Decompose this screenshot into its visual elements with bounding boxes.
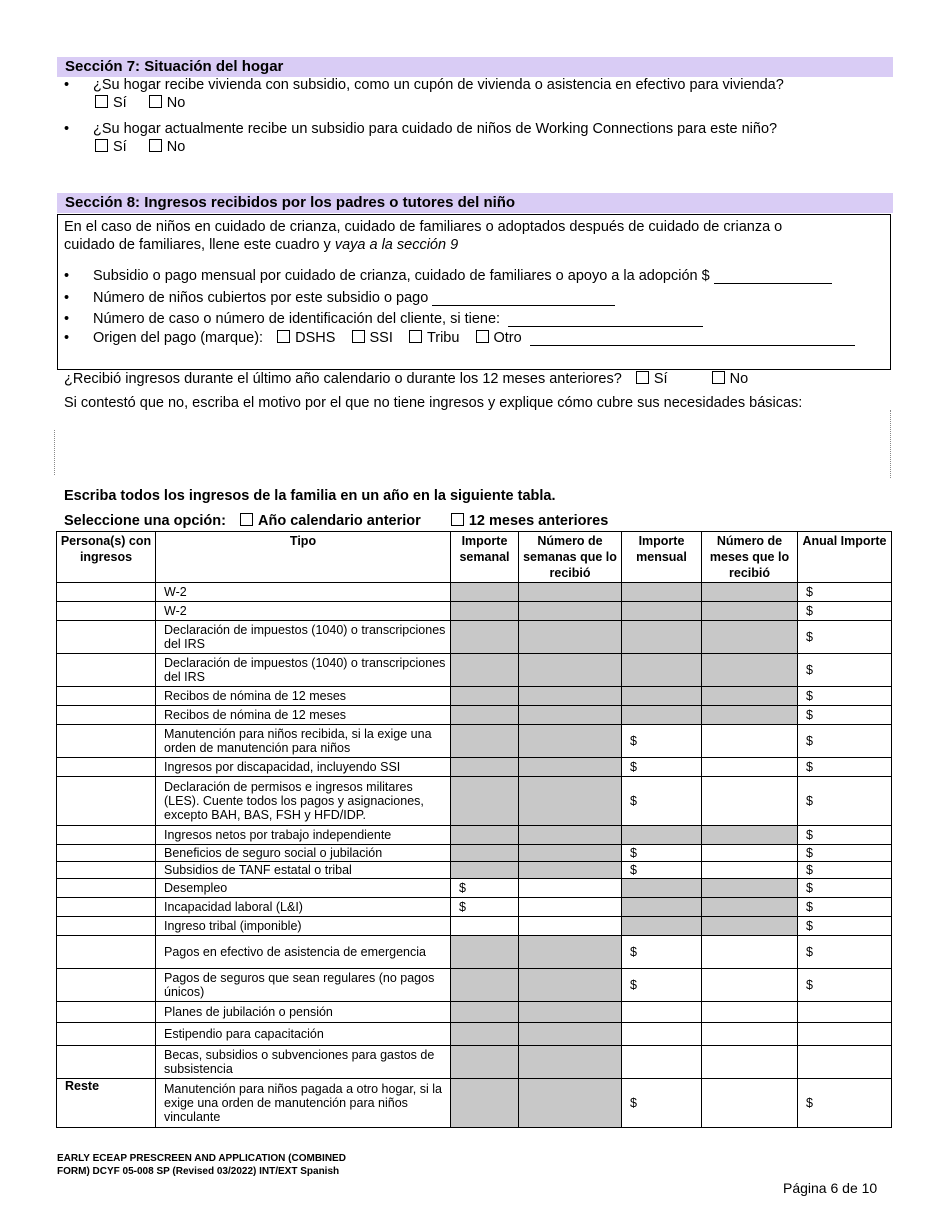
weekly-amount-cell bbox=[451, 969, 519, 1002]
header-weekly-amount: Importe semanal bbox=[451, 532, 519, 583]
weekly-amount-cell bbox=[451, 687, 519, 706]
weekly-amount-cell bbox=[451, 1046, 519, 1079]
income-type-cell: Planes de jubilación o pensión bbox=[156, 1002, 451, 1023]
months-received-cell bbox=[702, 898, 798, 917]
children-covered-label: Número de niños cubiertos por este subsidio o pago bbox=[93, 290, 429, 306]
income-person-cell[interactable] bbox=[57, 687, 156, 706]
no-label: No bbox=[729, 371, 749, 387]
annual-amount-cell[interactable]: $ bbox=[798, 583, 892, 602]
months-received-cell[interactable] bbox=[702, 758, 798, 777]
table-header-row bbox=[57, 532, 892, 583]
children-covered-row bbox=[93, 290, 615, 306]
weeks-received-cell bbox=[519, 583, 622, 602]
header-persons: Persona(s) con ingresos bbox=[57, 532, 156, 583]
ssi-checkbox[interactable] bbox=[352, 330, 365, 343]
annual-amount-cell[interactable] bbox=[798, 1046, 892, 1079]
monthly-amount-cell bbox=[622, 706, 702, 725]
weeks-received-cell bbox=[519, 1023, 622, 1046]
foster-payment-label: Subsidio o pago mensual por cuidado de crianza, cuidado de familiares o apoyo a la adopción $ bbox=[93, 268, 710, 284]
case-number-row bbox=[93, 311, 703, 327]
income-type-cell: Becas, subsidios o subvenciones para gastos de subsistencia bbox=[156, 1046, 451, 1079]
table-row bbox=[57, 725, 892, 758]
annual-amount-cell[interactable]: $ bbox=[798, 1079, 892, 1128]
months-received-cell[interactable] bbox=[702, 862, 798, 879]
bullet-dot: • bbox=[64, 311, 70, 327]
page-number: Página 6 de 10 bbox=[783, 1180, 878, 1196]
weekly-amount-cell bbox=[451, 1023, 519, 1046]
weeks-received-cell bbox=[519, 602, 622, 621]
annual-amount-cell[interactable]: $ bbox=[798, 621, 892, 654]
monthly-amount-cell[interactable] bbox=[622, 1023, 702, 1046]
income-person-cell[interactable] bbox=[57, 845, 156, 862]
header-weeks-received: Número de semanas que lo recibió bbox=[519, 532, 622, 583]
table-intro: Escriba todos los ingresos de la familia en un año en la siguiente tabla. bbox=[64, 488, 556, 504]
annual-amount-cell[interactable]: $ bbox=[798, 879, 892, 898]
income-person-cell[interactable] bbox=[57, 898, 156, 917]
income-person-cell[interactable] bbox=[57, 777, 156, 826]
otro-checkbox[interactable] bbox=[476, 330, 489, 343]
income-type-cell: Beneficios de seguro social o jubilación bbox=[156, 845, 451, 862]
no-income-answer-area[interactable] bbox=[60, 412, 886, 476]
foster-intro-italic: vaya a la sección 9 bbox=[334, 237, 459, 253]
table-row bbox=[57, 936, 892, 969]
childcare-subsidy-options bbox=[95, 139, 185, 155]
income-person-cell[interactable] bbox=[57, 654, 156, 687]
tribu-checkbox[interactable] bbox=[409, 330, 422, 343]
monthly-amount-cell[interactable]: $ bbox=[622, 936, 702, 969]
header-monthly-amount: Importe mensual bbox=[622, 532, 702, 583]
monthly-amount-cell[interactable]: $ bbox=[622, 777, 702, 826]
income-type-cell: W-2 bbox=[156, 583, 451, 602]
months-received-cell bbox=[702, 706, 798, 725]
annual-amount-cell[interactable]: $ bbox=[798, 826, 892, 845]
weekly-amount-cell bbox=[451, 1002, 519, 1023]
weekly-amount-cell bbox=[451, 583, 519, 602]
income-type-cell: Estipendio para capacitación bbox=[156, 1023, 451, 1046]
childcare-no-checkbox[interactable] bbox=[149, 139, 162, 152]
answer-area-left-edge bbox=[54, 430, 55, 475]
income-person-cell[interactable] bbox=[57, 706, 156, 725]
no-income-instructions: Si contestó que no, escriba el motivo por el que no tiene ingresos y explique cómo cubre sus necesidades básicas: bbox=[64, 395, 803, 411]
months-received-cell bbox=[702, 879, 798, 898]
income-table bbox=[56, 531, 892, 1128]
annual-amount-cell[interactable]: $ bbox=[798, 969, 892, 1002]
weekly-amount-cell bbox=[451, 1079, 519, 1128]
annual-amount-cell[interactable]: $ bbox=[798, 654, 892, 687]
weeks-received-cell bbox=[519, 687, 622, 706]
weeks-received-cell bbox=[519, 936, 622, 969]
foster-payment-field[interactable] bbox=[714, 269, 832, 284]
weekly-amount-cell[interactable]: $ bbox=[451, 879, 519, 898]
table-row bbox=[57, 602, 892, 621]
weekly-amount-cell[interactable] bbox=[451, 917, 519, 936]
table-row bbox=[57, 898, 892, 917]
income-type-cell: Ingreso tribal (imponible) bbox=[156, 917, 451, 936]
months-received-cell bbox=[702, 826, 798, 845]
housing-subsidy-question: ¿Su hogar recibe vivienda con subsidio, como un cupón de vivienda o asistencia en efectivo para vivienda? bbox=[93, 77, 784, 93]
weeks-received-cell bbox=[519, 845, 622, 862]
months-received-cell[interactable] bbox=[702, 936, 798, 969]
calendar-year-checkbox[interactable] bbox=[240, 513, 253, 526]
table-row bbox=[57, 1079, 892, 1128]
table-row bbox=[57, 1023, 892, 1046]
period-select-row bbox=[64, 513, 608, 529]
bullet-dot: • bbox=[64, 77, 70, 93]
bullet-dot: • bbox=[64, 330, 70, 346]
income-type-cell: Subsidios de TANF estatal o tribal bbox=[156, 862, 451, 879]
income-person-cell[interactable] bbox=[57, 1046, 156, 1079]
ssi-label: SSI bbox=[369, 330, 393, 346]
monthly-amount-cell bbox=[622, 687, 702, 706]
table-row bbox=[57, 879, 892, 898]
annual-amount-cell[interactable]: $ bbox=[798, 898, 892, 917]
weeks-received-cell bbox=[519, 1002, 622, 1023]
income-type-cell: Ingresos netos por trabajo independiente bbox=[156, 826, 451, 845]
monthly-amount-cell[interactable] bbox=[622, 1046, 702, 1079]
table-row bbox=[57, 845, 892, 862]
housing-yes-checkbox[interactable] bbox=[95, 95, 108, 108]
table-row bbox=[57, 826, 892, 845]
table-row bbox=[57, 1002, 892, 1023]
foster-payment-row bbox=[93, 268, 832, 284]
weeks-received-cell[interactable] bbox=[519, 879, 622, 898]
income-person-cell[interactable] bbox=[57, 758, 156, 777]
table-row bbox=[57, 758, 892, 777]
monthly-amount-cell bbox=[622, 879, 702, 898]
months-received-cell[interactable] bbox=[702, 777, 798, 826]
income-person-cell[interactable] bbox=[57, 936, 156, 969]
twelve-months-checkbox[interactable] bbox=[451, 513, 464, 526]
monthly-amount-cell[interactable]: $ bbox=[622, 725, 702, 758]
foster-intro-text: cuidado de familiares, llene este cuadro y bbox=[64, 237, 335, 253]
table-row bbox=[57, 917, 892, 936]
months-received-cell[interactable] bbox=[702, 1002, 798, 1023]
table-row bbox=[57, 687, 892, 706]
weekly-amount-cell[interactable]: $ bbox=[451, 898, 519, 917]
yes-label: Sí bbox=[113, 95, 127, 111]
income-type-cell: Desempleo bbox=[156, 879, 451, 898]
income-no-checkbox[interactable] bbox=[712, 371, 725, 384]
monthly-amount-cell[interactable]: $ bbox=[622, 845, 702, 862]
income-type-cell: Incapacidad laboral (L&I) bbox=[156, 898, 451, 917]
monthly-amount-cell[interactable] bbox=[622, 1002, 702, 1023]
weekly-amount-cell bbox=[451, 936, 519, 969]
table-row bbox=[57, 583, 892, 602]
annual-amount-cell[interactable]: $ bbox=[798, 725, 892, 758]
income-person-cell[interactable] bbox=[57, 969, 156, 1002]
header-annual-amount: Anual Importe bbox=[798, 532, 892, 583]
income-yes-checkbox[interactable] bbox=[636, 371, 649, 384]
otro-label: Otro bbox=[493, 330, 522, 346]
section-7-header: Sección 7: Situación del hogar bbox=[57, 57, 893, 77]
months-received-cell[interactable] bbox=[702, 1046, 798, 1079]
monthly-amount-cell[interactable]: $ bbox=[622, 862, 702, 879]
income-person-cell[interactable] bbox=[57, 826, 156, 845]
income-type-cell: Recibos de nómina de 12 meses bbox=[156, 687, 451, 706]
annual-amount-cell[interactable]: $ bbox=[798, 777, 892, 826]
months-received-cell[interactable] bbox=[702, 969, 798, 1002]
no-label: No bbox=[166, 139, 186, 155]
period-select-label: Seleccione una opción: bbox=[64, 513, 226, 529]
income-person-cell[interactable] bbox=[57, 583, 156, 602]
income-person-cell[interactable] bbox=[57, 862, 156, 879]
housing-no-checkbox[interactable] bbox=[149, 95, 162, 108]
annual-amount-cell[interactable]: $ bbox=[798, 687, 892, 706]
section-8-header: Sección 8: Ingresos recibidos por los padres o tutores del niño bbox=[57, 193, 893, 213]
weekly-amount-cell bbox=[451, 654, 519, 687]
weekly-amount-cell bbox=[451, 862, 519, 879]
weeks-received-cell bbox=[519, 826, 622, 845]
calendar-year-label: Año calendario anterior bbox=[258, 513, 421, 529]
monthly-amount-cell[interactable]: $ bbox=[622, 758, 702, 777]
income-type-cell: Ingresos por discapacidad, incluyendo SSI bbox=[156, 758, 451, 777]
annual-amount-cell[interactable]: $ bbox=[798, 936, 892, 969]
income-person-cell[interactable] bbox=[57, 602, 156, 621]
monthly-amount-cell bbox=[622, 654, 702, 687]
monthly-amount-cell[interactable]: $ bbox=[622, 1079, 702, 1128]
income-person-cell[interactable] bbox=[57, 879, 156, 898]
case-number-field[interactable] bbox=[508, 312, 703, 327]
income-question-row bbox=[64, 371, 748, 387]
weekly-amount-cell bbox=[451, 725, 519, 758]
annual-amount-cell[interactable] bbox=[798, 1002, 892, 1023]
table-row bbox=[57, 1046, 892, 1079]
weeks-received-cell bbox=[519, 1046, 622, 1079]
weekly-amount-cell bbox=[451, 845, 519, 862]
monthly-amount-cell bbox=[622, 917, 702, 936]
table-row bbox=[57, 621, 892, 654]
months-received-cell[interactable] bbox=[702, 725, 798, 758]
housing-subsidy-options bbox=[95, 95, 185, 111]
income-type-cell: Declaración de impuestos (1040) o transcripciones del IRS bbox=[156, 654, 451, 687]
dshs-checkbox[interactable] bbox=[277, 330, 290, 343]
months-received-cell bbox=[702, 602, 798, 621]
foster-intro-line1: En el caso de niños en cuidado de crianza, cuidado de familiares o adoptados después de cuidado de crianza o bbox=[64, 219, 783, 235]
income-type-cell: Declaración de permisos e ingresos militares (LES). Cuente todos los pagos y asignaciones, excepto BAH, BAS, FSH y HFD/IDP. bbox=[156, 777, 451, 826]
form-footer-line2: FORM) DCYF 05-008 SP (Revised 03/2022) INT/EXT Spanish bbox=[57, 1166, 340, 1177]
monthly-amount-cell bbox=[622, 583, 702, 602]
weeks-received-cell bbox=[519, 725, 622, 758]
weeks-received-cell bbox=[519, 862, 622, 879]
months-received-cell[interactable] bbox=[702, 845, 798, 862]
income-type-cell: Recibos de nómina de 12 meses bbox=[156, 706, 451, 725]
otro-field[interactable] bbox=[530, 331, 855, 346]
income-person-cell[interactable] bbox=[57, 725, 156, 758]
months-received-cell bbox=[702, 583, 798, 602]
dshs-label: DSHS bbox=[295, 330, 336, 346]
annual-amount-cell[interactable]: $ bbox=[798, 758, 892, 777]
monthly-amount-cell bbox=[622, 826, 702, 845]
twelve-months-label: 12 meses anteriores bbox=[468, 513, 609, 529]
months-received-cell bbox=[702, 687, 798, 706]
weekly-amount-cell bbox=[451, 621, 519, 654]
months-received-cell[interactable] bbox=[702, 1023, 798, 1046]
weeks-received-cell bbox=[519, 621, 622, 654]
months-received-cell[interactable] bbox=[702, 1079, 798, 1128]
foster-intro-line2 bbox=[64, 237, 458, 253]
table-row bbox=[57, 777, 892, 826]
yes-label: Sí bbox=[113, 139, 127, 155]
children-covered-field[interactable] bbox=[432, 291, 615, 306]
payment-origin-label: Origen del pago (marque): bbox=[93, 330, 264, 346]
monthly-amount-cell[interactable]: $ bbox=[622, 969, 702, 1002]
bullet-dot: • bbox=[64, 290, 70, 306]
annual-amount-cell[interactable]: $ bbox=[798, 862, 892, 879]
income-person-cell[interactable] bbox=[57, 917, 156, 936]
income-type-cell: Declaración de impuestos (1040) o transcripciones del IRS bbox=[156, 621, 451, 654]
monthly-amount-cell bbox=[622, 898, 702, 917]
income-person-cell[interactable]: Reste bbox=[57, 1079, 156, 1128]
annual-amount-cell[interactable]: $ bbox=[798, 602, 892, 621]
weekly-amount-cell bbox=[451, 758, 519, 777]
weeks-received-cell bbox=[519, 758, 622, 777]
months-received-cell bbox=[702, 917, 798, 936]
table-row bbox=[57, 969, 892, 1002]
childcare-subsidy-question: ¿Su hogar actualmente recibe un subsidio para cuidado de niños de Working Connections para este niño? bbox=[93, 121, 778, 137]
no-label: No bbox=[166, 95, 186, 111]
weeks-received-cell[interactable] bbox=[519, 898, 622, 917]
payment-origin-row bbox=[93, 330, 855, 346]
bullet-dot: • bbox=[64, 121, 70, 137]
income-question: ¿Recibió ingresos durante el último año calendario o durante los 12 meses anteriores? bbox=[64, 371, 622, 387]
form-footer bbox=[57, 1152, 346, 1178]
tribu-label: Tribu bbox=[426, 330, 460, 346]
weeks-received-cell bbox=[519, 969, 622, 1002]
months-received-cell bbox=[702, 621, 798, 654]
header-months-received: Número de meses que lo recibió bbox=[702, 532, 798, 583]
weekly-amount-cell bbox=[451, 826, 519, 845]
income-type-cell: W-2 bbox=[156, 602, 451, 621]
income-type-cell: Manutención para niños pagada a otro hogar, si la exige una orden de manutención para niños vinculante bbox=[156, 1079, 451, 1128]
monthly-amount-cell bbox=[622, 602, 702, 621]
weeks-received-cell bbox=[519, 654, 622, 687]
weeks-received-cell bbox=[519, 1079, 622, 1128]
weekly-amount-cell bbox=[451, 602, 519, 621]
form-footer-line1: EARLY ECEAP PRESCREEN AND APPLICATION (COMBINED bbox=[57, 1153, 346, 1164]
income-person-cell[interactable] bbox=[57, 621, 156, 654]
weeks-received-cell bbox=[519, 706, 622, 725]
childcare-yes-checkbox[interactable] bbox=[95, 139, 108, 152]
monthly-amount-cell bbox=[622, 621, 702, 654]
annual-amount-cell[interactable]: $ bbox=[798, 917, 892, 936]
yes-label: Sí bbox=[653, 371, 668, 387]
header-type: Tipo bbox=[156, 532, 451, 583]
income-type-cell: Pagos de seguros que sean regulares (no pagos únicos) bbox=[156, 969, 451, 1002]
case-number-label: Número de caso o número de identificación del cliente, si tiene: bbox=[93, 311, 501, 327]
table-row bbox=[57, 706, 892, 725]
income-type-cell: Pagos en efectivo de asistencia de emergencia bbox=[156, 936, 451, 969]
income-person-cell[interactable] bbox=[57, 1002, 156, 1023]
weekly-amount-cell bbox=[451, 706, 519, 725]
table-row bbox=[57, 654, 892, 687]
weeks-received-cell[interactable] bbox=[519, 917, 622, 936]
weekly-amount-cell bbox=[451, 777, 519, 826]
answer-area-right-edge bbox=[890, 410, 891, 478]
months-received-cell bbox=[702, 654, 798, 687]
weeks-received-cell bbox=[519, 777, 622, 826]
annual-amount-cell[interactable]: $ bbox=[798, 845, 892, 862]
table-row bbox=[57, 862, 892, 879]
income-type-cell: Manutención para niños recibida, si la exige una orden de manutención para niños bbox=[156, 725, 451, 758]
income-person-cell[interactable] bbox=[57, 1023, 156, 1046]
annual-amount-cell[interactable]: $ bbox=[798, 706, 892, 725]
annual-amount-cell[interactable] bbox=[798, 1023, 892, 1046]
bullet-dot: • bbox=[64, 268, 70, 284]
